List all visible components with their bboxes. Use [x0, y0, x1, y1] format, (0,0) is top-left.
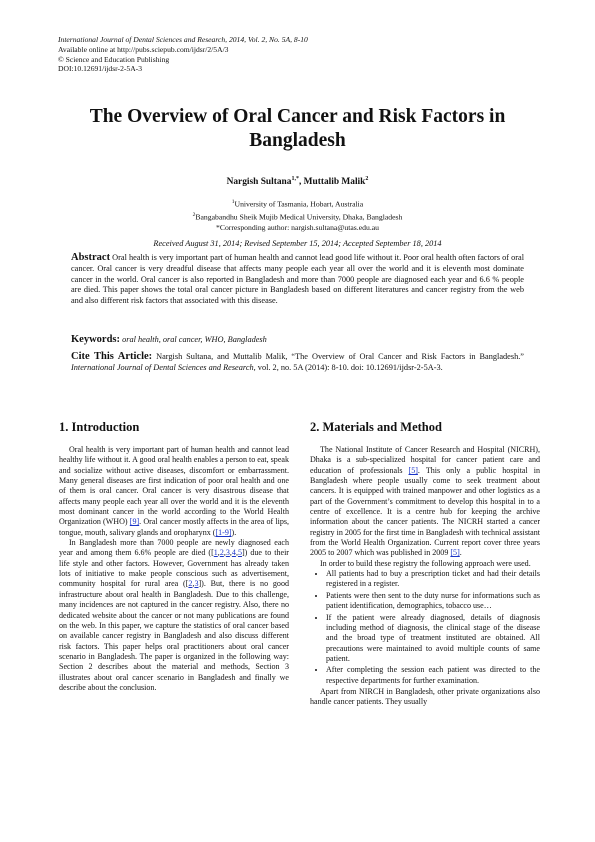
title-line-2: Bangladesh [249, 130, 346, 151]
section-heading-introduction: 1. Introduction [59, 420, 140, 434]
abstract [71, 253, 524, 307]
reference-link[interactable]: 5 [237, 548, 242, 558]
column-left [59, 420, 289, 693]
abstract-text: Oral health is very important part of human health and cannot lead good life without it. Poor oral health often factors of oral cancer. Oral cancer is very dreadful disease that affects many people each year all over the world and it is eleventh most dominate cancer in the world. Oral cancer is also reported in Bangladesh and more than 7000 people are diagnosed each year and 6.6 % people are died. This paper shows the total oral cancer picture in Bangladesh based on different literatures and cancer registry from the web and also different risk factors that associated with this disease. [71, 253, 525, 306]
intro-paragraph-2: In Bangladesh more than 7000 people are newly diagnosed each year and among them 6.6% people are died ([1,2,3,4,5]) due to their life style and other factors. However, Government has already taken lots of initiative to make people conscious such as advertisement, community hospital for rural area ([2,3]). But, there is no good infrastructure about oral health in Bangladesh. Due to this challenge, many incidences are not captured in the cancer registry. Also, there no dedicated website about the cancer or not many publications are found on the web. In this paper, we capture the statistics of oral cancer based on available cancer registry in Bangladesh and also discuss different risk factors. This paper helps oral practitioners about oral cancer scenario in Bangladesh. The paper is organized in the following way: Section 2 describes about the material and methods, Section 3 illustrates about oral cancer scenario in Bangladesh and finally we describe about the conclusion. [59, 538, 289, 692]
reference-link[interactable]: [9] [129, 517, 140, 527]
list-item: • All patients had to buy a prescription ticket and had their details registered in a register. [326, 569, 540, 590]
list-item: • Patients were then sent to the duty nurse for informations such as patient identification, demographics, tobacco use… [326, 591, 540, 612]
reference-link[interactable]: 2 [219, 548, 224, 558]
reference-link[interactable]: 4 [231, 548, 236, 558]
affiliation-1: $^1$University of Tasmania, Hobart, Australia [231, 199, 364, 209]
affiliations [0, 197, 595, 233]
author-2: Muttalib Malik [303, 177, 366, 188]
author-1-affil: 1,* [291, 176, 299, 182]
cite-label: Cite This Article: [71, 351, 153, 362]
section-heading-methods: 2. Materials and Method [310, 420, 442, 434]
cite-text: Nargish Sultana, and Muttalib Malik, “The Overview of Oral Cancer and Risk Factors in Bangladesh.” [156, 352, 524, 361]
reference-link[interactable]: [1-9] [215, 527, 232, 537]
author-2-affil: 2 [365, 176, 369, 182]
reference-link[interactable]: 3 [194, 579, 199, 589]
affiliation-2: $^2$Bangabandhu Sheik Mujib Medical University, Dhaka, Bangladesh [192, 211, 403, 222]
author-1: Nargish Sultana [226, 177, 292, 188]
corresponding-author: *Corresponding author: nargish.sultana@utas.edu.au [215, 222, 379, 232]
keywords-text: oral health, oral cancer, WHO, Bangladesh [122, 335, 267, 344]
cite-volume: , vol. 2, no. 5A (2014): 8-10. doi: 10.12691/ijdsr-2-5A-3. [253, 362, 443, 372]
reference-link[interactable]: 1 [213, 548, 218, 558]
methods-paragraph-2: In order to build these registry the following approach were used. [320, 558, 531, 568]
author-separator: , [298, 177, 304, 188]
journal-header [58, 35, 308, 74]
reference-link[interactable]: [5] [408, 465, 418, 475]
reference-link[interactable]: 3 [225, 548, 230, 558]
author-list [0, 176, 595, 187]
abstract-label: Abstract [71, 252, 111, 263]
list-item: • After completing the session each patient was directed to the respective departments for further examination. [326, 665, 540, 686]
doi-line: DOI:10.12691/ijdsr-2-5A-3 [58, 64, 143, 74]
list-item: • If the patient were already diagnosed, details of diagnosis including method of diagnosis, the clinical stage of the disease and the broad type of treatment instituted are obtained. All precautions were maintained to avoid multiple counts of same patient. [326, 613, 540, 665]
cite-journal: International Journal of Dental Sciences and Research [71, 362, 254, 372]
reference-link[interactable]: 2 [188, 579, 193, 589]
cite-this-article [71, 352, 524, 374]
title-line-1: The Overview of Oral Cancer and Risk Factors in [89, 106, 506, 127]
publisher-line: © Science and Education Publishing [58, 54, 170, 64]
methods-paragraph-1: The National Institute of Cancer Research and Hospital (NICRH), Dhaka is a sub-specialized hospital for cancer patient care and education of professionals [5]. This only a public hospital in Bangladesh where people usually come to seek treatment about cancers. It is equipped with trained manpower and other logistics as a part of the Government’s commitment to develop this hospital in to a centre of excellence. It is a centre hub for keeping the archive information about the cancer patients. The NICRH started a cancer registry in 2005 for the first time in Bangladesh with technical assistant from the World Health Organization. Current report cover three years 2005 to 2007 which was published in 2009 [5]. [310, 445, 540, 558]
availability-line: Available online at http://pubs.sciepub.com/ijdsr/2/5A/3 [58, 44, 229, 54]
keywords [71, 334, 524, 345]
keywords-label: Keywords: [71, 334, 120, 345]
journal-citation: International Journal of Dental Sciences and Research, 2014, Vol. 2, No. 5A, 8-10 [58, 35, 308, 44]
publication-dates: Received August 31, 2014; Revised September 15, 2014; Accepted September 18, 2014 [153, 239, 442, 248]
paper-title [40, 105, 555, 153]
reference-link[interactable]: [5] [450, 548, 460, 558]
intro-paragraph-1: Oral health is very important part of human health and cannot lead healthy life without it. A good oral health enables a person to eat, speak and socialize without active diseases, discomfort or embarrassment. Many general diseases are first indication of poor oral health and one of them is oral cancer. Oral cancer is very disastrous disease that affects many people each year all over the world and it is the eleventh most dominant cancer in the world according to the World Health Organization (WHO) [9]. Oral cancer mostly affects in the area of lips, tongue, mouth, salivary glands and oropharynx ([1-9]). [59, 445, 290, 537]
registry-approach-list [310, 569, 540, 686]
column-right [310, 420, 540, 708]
methods-paragraph-3: Apart from NIRCH in Bangladesh, other private organizations also handle cancer patients. They usually [310, 686, 540, 707]
